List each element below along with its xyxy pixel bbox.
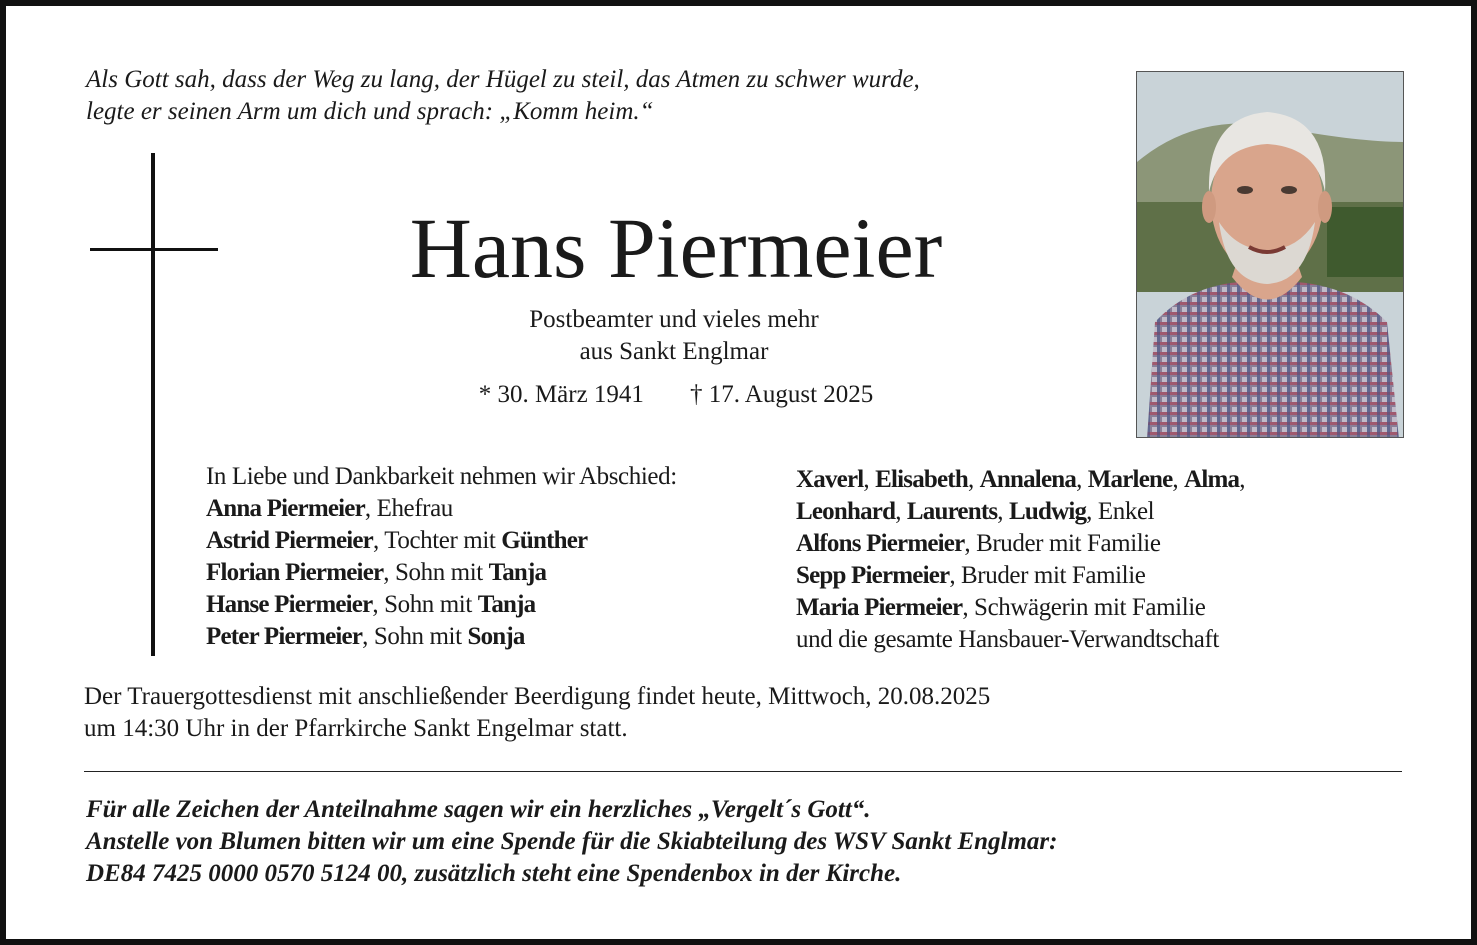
funeral-service-info [84, 681, 1384, 745]
family-list-right [796, 464, 1396, 656]
family-intro: In Liebe und Dankbarkeit nehmen wir Abschied: [206, 463, 677, 490]
family-member-relation: , Bruder mit Familie [964, 530, 1161, 557]
family-member-name: Sepp Piermeier [796, 562, 950, 589]
family-entry [206, 589, 796, 621]
family-member-partner: Sonja [467, 623, 525, 650]
motto-line-1: Als Gott sah, dass der Weg zu lang, der Hügel zu steil, das Atmen zu schwer wurde, [86, 66, 920, 93]
family-entry [796, 592, 1396, 624]
grandchild-name: Leonhard [796, 498, 896, 525]
death-date: † 17. August 2025 [689, 381, 874, 408]
grandchild-name: Xaverl [796, 466, 864, 493]
family-entry [796, 528, 1396, 560]
family-closing: und die gesamte Hansbauer-Verwandtschaft [796, 626, 1219, 653]
family-entry [206, 493, 796, 525]
family-member-relation: , Bruder mit Familie [949, 562, 1146, 589]
family-member-name: Peter Piermeier [206, 623, 363, 650]
family-list-left [206, 461, 796, 653]
portrait-photo [1136, 71, 1404, 438]
grandchild-name: Marlene [1087, 466, 1173, 493]
grandchild-name: Alma [1184, 466, 1240, 493]
family-member-name: Florian Piermeier [206, 559, 384, 586]
family-member-name: Astrid Piermeier [206, 527, 373, 554]
family-member-partner: Tanja [488, 559, 547, 586]
cross-icon-horizontal [90, 248, 218, 251]
grandchildren-line-2: Leonhard, Laurents, Ludwig, Enkel [796, 498, 1155, 525]
grandchildren-label: , Enkel [1086, 498, 1155, 525]
thanks-line-1: Für alle Zeichen der Anteilnahme sagen wir ein herzliches „Vergelt´s Gott“. [86, 796, 871, 823]
family-entry [796, 560, 1396, 592]
service-line-2: um 14:30 Uhr in der Pfarrkirche Sankt Engelmar statt. [84, 715, 628, 742]
birth-date: * 30. März 1941 [478, 381, 644, 408]
deceased-occupation: Postbeamter und vieles mehr [529, 306, 819, 333]
family-entry [206, 621, 796, 653]
family-entry [206, 557, 796, 589]
family-member-relation: , Tochter mit [372, 527, 502, 554]
deceased-name: Hans Piermeier [409, 200, 943, 296]
deceased-origin: aus Sankt Englmar [579, 338, 769, 365]
motto-line-2: legte er seinen Arm um dich und sprach: „Komm heim.“ [86, 98, 654, 125]
thanks-line-3: DE84 7425 0000 0570 5124 00, zusätzlich steht eine Spendenbox in der Kirche. [86, 860, 902, 887]
divider [84, 771, 1402, 772]
family-entry [206, 525, 796, 557]
family-member-name: Alfons Piermeier [796, 530, 965, 557]
family-member-relation: , Ehefrau [364, 495, 453, 522]
service-line-1: Der Trauergottesdienst mit anschließender Beerdigung findet heute, Mittwoch, 20.08.2025 [84, 683, 991, 710]
thanks-note [86, 794, 1386, 890]
grandchildren-line-1: Xaverl, Elisabeth, Annalena, Marlene, Alma, [796, 466, 1246, 493]
family-member-name: Maria Piermeier [796, 594, 963, 621]
family-member-name: Hanse Piermeier [206, 591, 373, 618]
deceased-subtitle [424, 304, 924, 368]
family-member-name: Anna Piermeier [206, 495, 365, 522]
grandchild-name: Elisabeth [875, 466, 968, 493]
family-member-relation: , Sohn mit [362, 623, 468, 650]
family-member-partner: Günther [501, 527, 588, 554]
family-member-relation: , Sohn mit [372, 591, 478, 618]
motto-quote [86, 64, 1106, 128]
cross-icon-vertical [151, 153, 155, 656]
family-member-relation: , Sohn mit [383, 559, 489, 586]
family-member-relation: , Schwägerin mit Familie [962, 594, 1206, 621]
family-member-partner: Tanja [477, 591, 536, 618]
grandchild-name: Laurents [906, 498, 998, 525]
grandchild-name: Annalena [979, 466, 1077, 493]
grandchild-name: Ludwig [1008, 498, 1087, 525]
life-dates [386, 379, 966, 411]
thanks-line-2: Anstelle von Blumen bitten wir um eine Spende für die Skiabteilung des WSV Sankt Englmar: [86, 828, 1058, 855]
